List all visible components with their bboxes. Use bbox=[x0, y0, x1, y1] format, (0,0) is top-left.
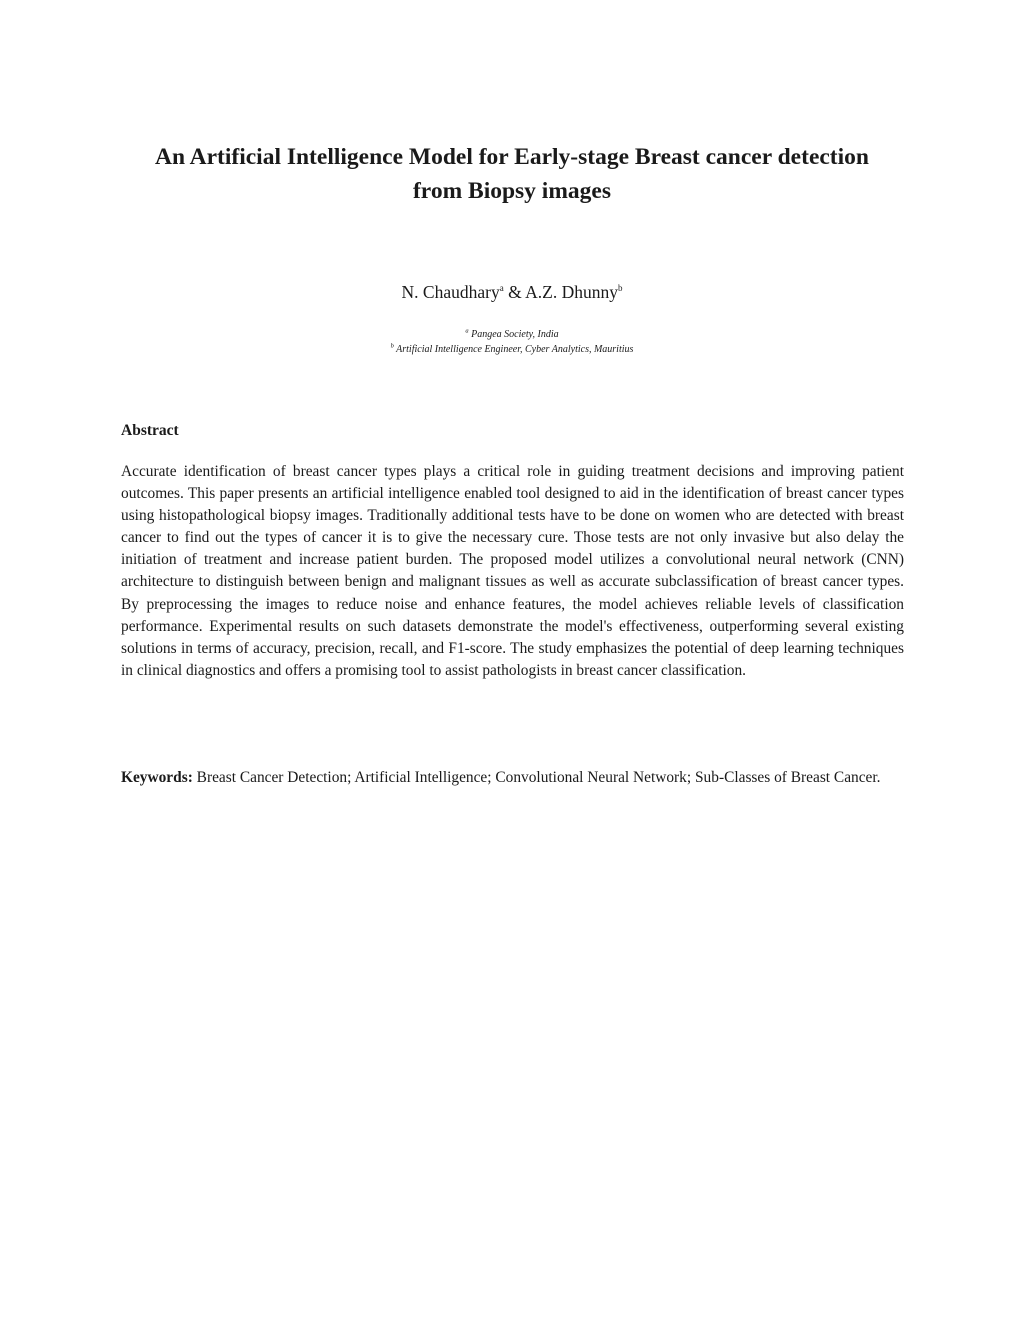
author-list bbox=[0, 280, 1024, 304]
paper-title bbox=[100, 140, 924, 208]
author-affiliation-mark-1: a bbox=[499, 283, 504, 294]
affiliation-item bbox=[0, 327, 1024, 342]
author-affiliation-mark-2: b bbox=[617, 283, 623, 294]
keywords-paragraph bbox=[121, 767, 904, 789]
affiliation-item bbox=[0, 342, 1024, 357]
abstract-heading: Abstract bbox=[121, 422, 179, 439]
affiliation-list bbox=[0, 327, 1024, 357]
affiliation-text: Artificial Intelligence Engineer, Cyber Analytics, Mauritius bbox=[396, 344, 634, 355]
abstract-body: Accurate identification of breast cancer types plays a critical role in guiding treatment decisions and improving patient outcomes. This paper presents an artificial intelligence enabled tool designed to aid in the identification of breast cancer types using histopathological biopsy images. Traditionally additional tests have to be done on women who are detected with breast cancer to find out the types of cancer it is to give the necessary cure. Those tests are not only invasive but also delay the initiation of treatment and increase patient burden. The proposed model utilizes a convolutional neural network (CNN) architecture to distinguish between benign and malignant tissues as well as accurate subclassification of breast cancer types. By preprocessing the images to reduce noise and enhance features, the model achieves reliable levels of classification performance. Experimental results on such datasets demonstrate the model's effectiveness, outperforming several existing solutions in terms of accuracy, precision, recall, and F1-score. The study emphasizes the potential of deep learning techniques in clinical diagnostics and offers a promising tool to assist pathologists in breast cancer classification. bbox=[121, 463, 904, 679]
author-name-1: N. Chaudhary bbox=[401, 282, 500, 302]
keywords-label: Keywords: bbox=[121, 769, 193, 786]
author-separator: & bbox=[503, 282, 526, 302]
affiliation-text: Pangea Society, India bbox=[471, 329, 559, 340]
affiliation-mark: b bbox=[390, 342, 394, 350]
paper-title-line-2: from Biopsy images bbox=[412, 178, 611, 204]
author-name-2: A.Z. Dhunny bbox=[525, 282, 618, 302]
keywords-text: Breast Cancer Detection; Artificial Intelligence; Convolutional Neural Network; Sub-Classes of Breast Cancer. bbox=[192, 769, 881, 786]
affiliation-mark: a bbox=[465, 327, 469, 335]
paper-title-line-1: An Artificial Intelligence Model for Early-stage Breast cancer detection bbox=[155, 144, 869, 170]
